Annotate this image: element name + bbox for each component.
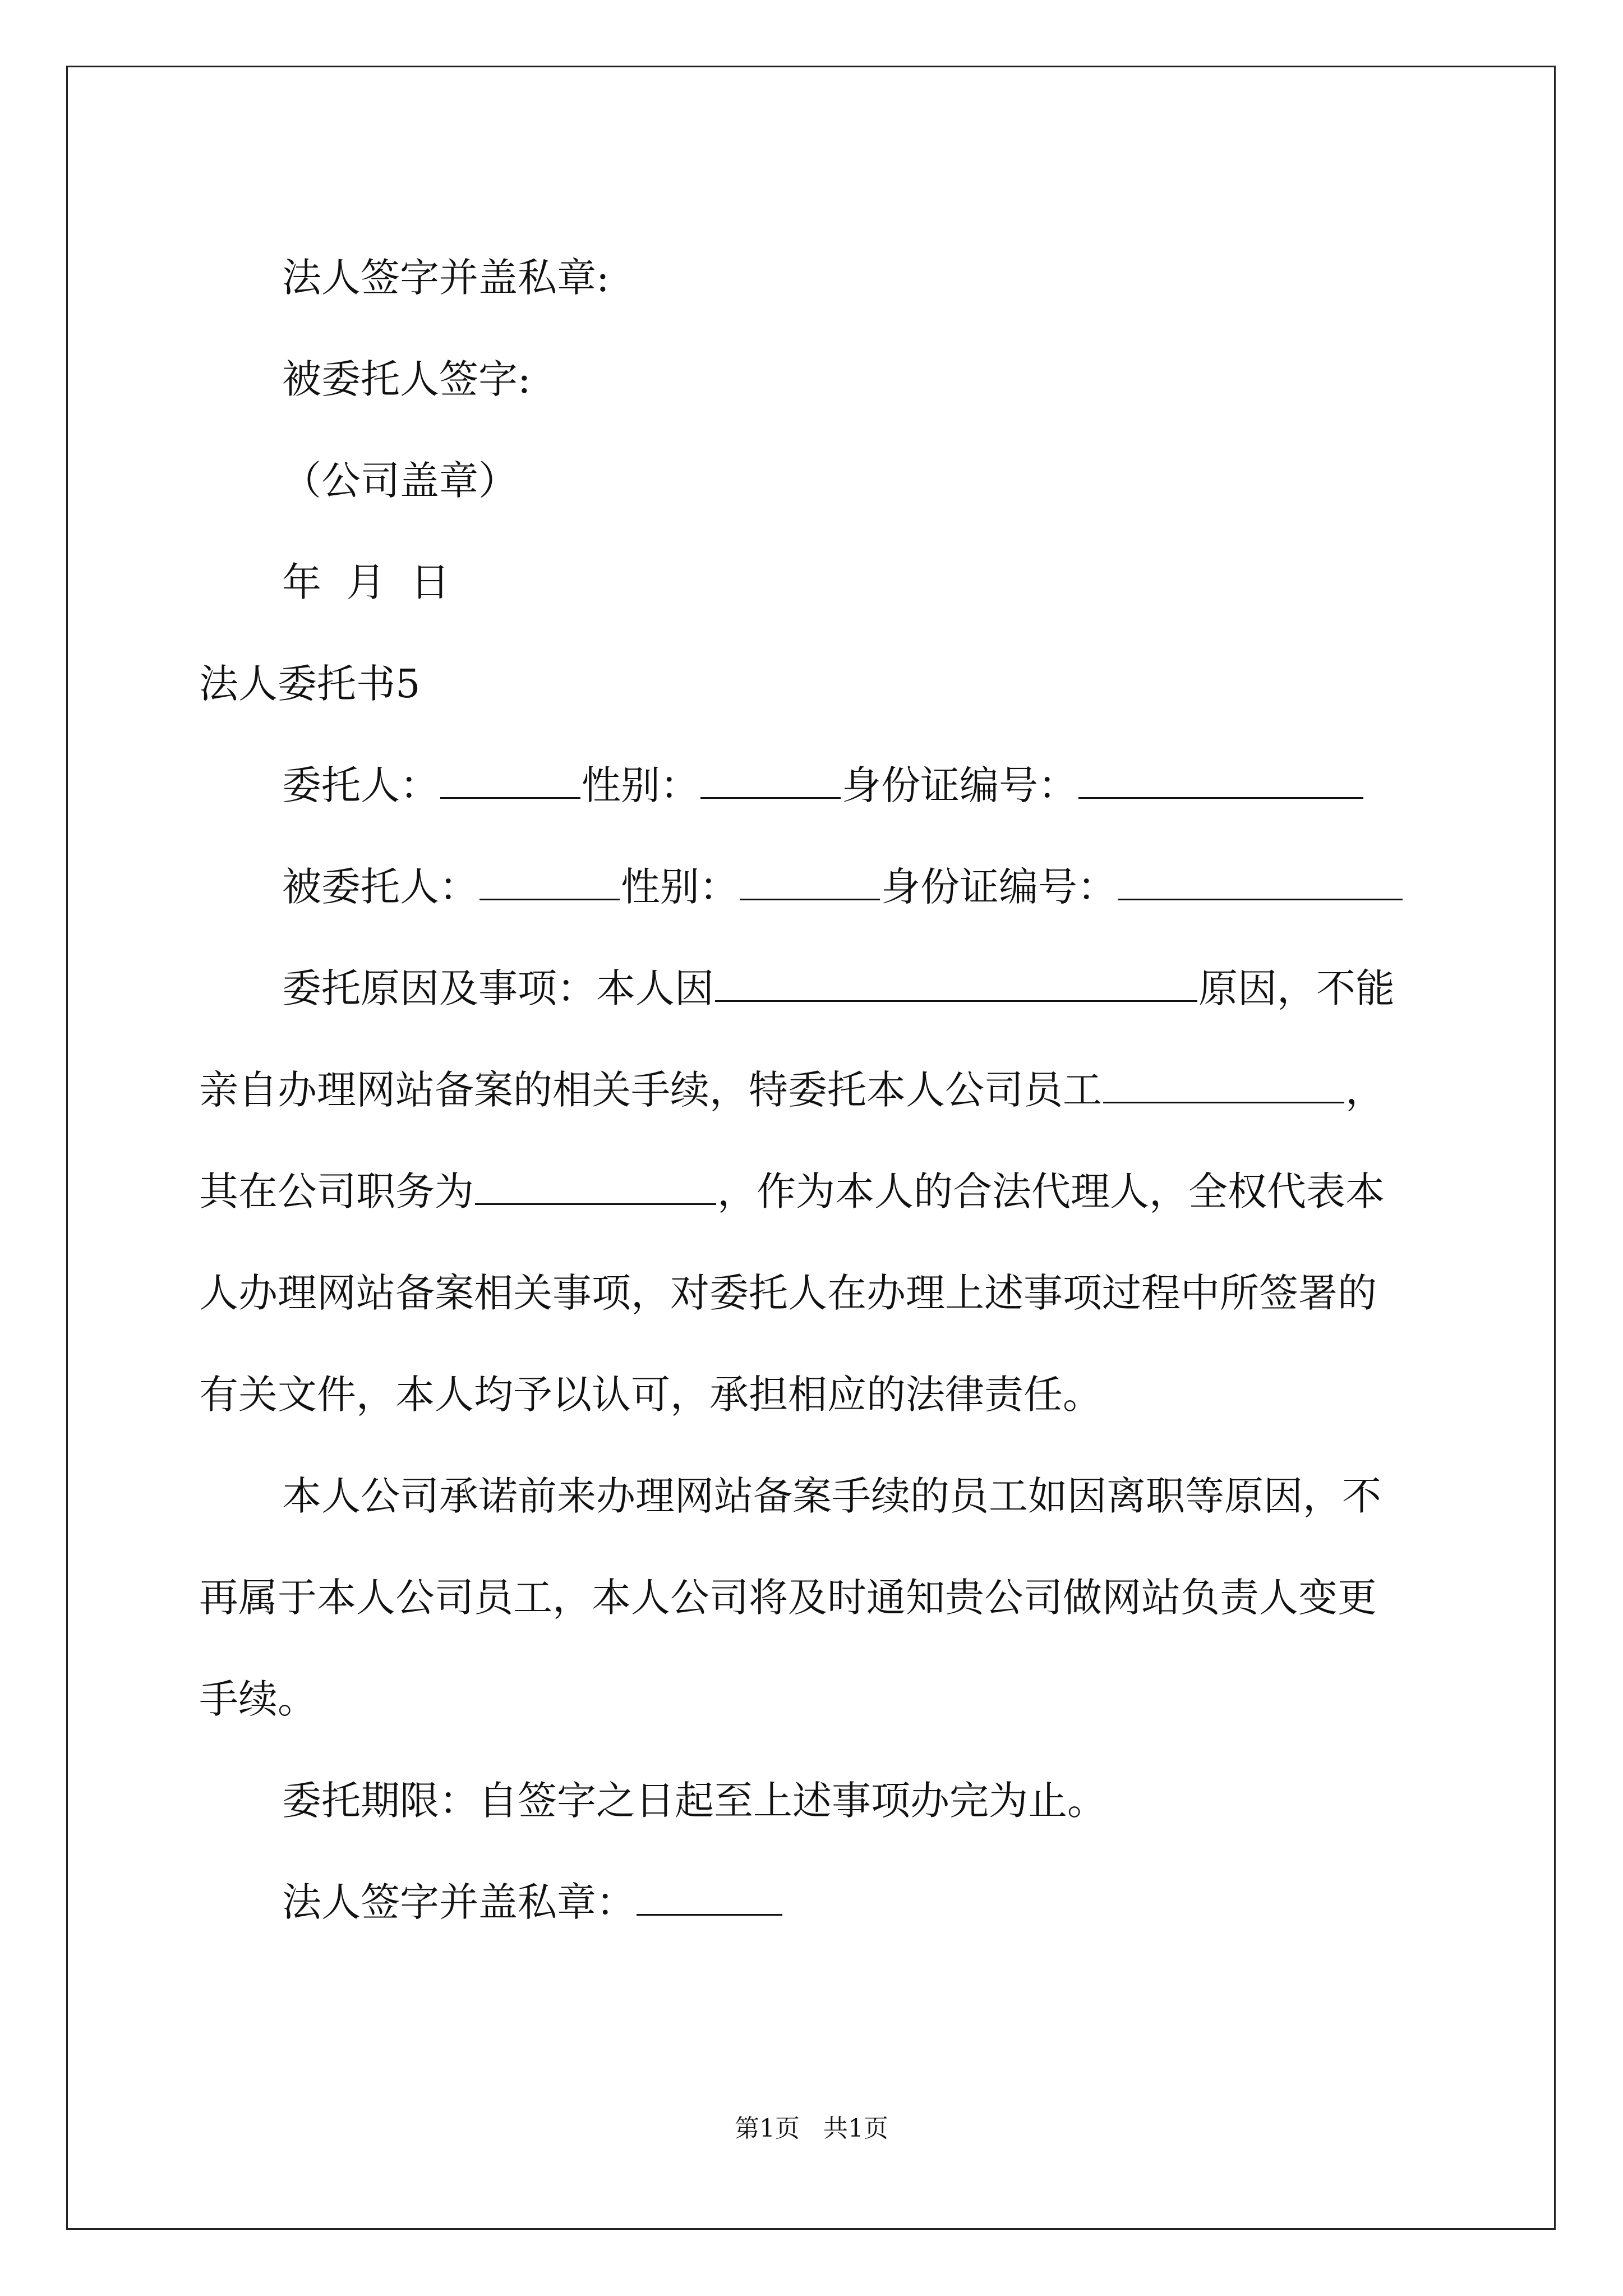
company-seal-line: （公司盖章） — [282, 458, 518, 504]
staff-prefix: 亲自办理网站备案的相关手续，特委托本人公司员工 — [199, 1067, 1102, 1113]
agent-id-label: 身份证编号： — [881, 864, 1117, 910]
principal-gender-label: 性别： — [582, 762, 699, 808]
staff-suffix: ， — [1345, 1067, 1385, 1113]
principal-gender-blank[interactable] — [700, 766, 841, 799]
legal-person-signature-line: 法人签字并盖私章: — [282, 255, 610, 301]
commitment-line: 再属于本人公司员工，本人公司将及时通知贵公司做网站负责人变更 — [199, 1575, 1377, 1621]
commitment-line: 手续。 — [199, 1676, 317, 1722]
position-line — [199, 1141, 1430, 1243]
page-footer: 第1页 共1页 — [735, 2114, 888, 2143]
section-title: 法人委托书5 — [199, 661, 421, 707]
position-prefix: 其在公司职务为 — [199, 1168, 474, 1214]
body-text-line: 有关文件，本人均予以认可，承担相应的法律责任。 — [199, 1372, 1102, 1418]
agent-signature-line: 被委托人签字: — [282, 356, 531, 402]
agent-id-blank[interactable] — [1118, 867, 1403, 900]
reason-prefix: 委托原因及事项：本人因 — [282, 965, 714, 1011]
position-suffix: ，作为本人的合法代理人，全权代表本 — [717, 1168, 1385, 1214]
agent-gender-blank[interactable] — [740, 867, 880, 900]
final-signature-line — [199, 1852, 1430, 1953]
final-signature-label: 法人签字并盖私章： — [282, 1879, 635, 1925]
agent-gender-label: 性别： — [621, 864, 739, 910]
final-signature-blank[interactable] — [637, 1883, 782, 1916]
reason-blank[interactable] — [715, 969, 1197, 1002]
agent-name-blank[interactable] — [479, 867, 620, 900]
date-line: 年 月 日 — [282, 559, 450, 605]
reason-suffix: 原因，不能 — [1198, 965, 1395, 1011]
commitment-line: 本人公司承诺前来办理网站备案手续的员工如因离职等原因，不 — [282, 1473, 1381, 1519]
principal-name-blank[interactable] — [440, 766, 580, 799]
staff-name-blank[interactable] — [1103, 1070, 1344, 1103]
staff-line — [199, 1039, 1430, 1141]
reason-line — [199, 938, 1430, 1039]
agent-info-line — [199, 836, 1430, 938]
principal-info-line — [199, 735, 1430, 836]
body-text-line: 人办理网站备案相关事项，对委托人在办理上述事项过程中所签署的 — [199, 1270, 1377, 1316]
principal-id-blank[interactable] — [1078, 766, 1363, 799]
term-line: 委托期限：自签字之日起至上述事项办完为止。 — [282, 1778, 1106, 1824]
agent-label: 被委托人： — [282, 864, 478, 910]
document-body — [199, 227, 1430, 1953]
principal-label: 委托人： — [282, 762, 439, 808]
position-blank[interactable] — [475, 1172, 716, 1205]
principal-id-label: 身份证编号： — [842, 762, 1077, 808]
